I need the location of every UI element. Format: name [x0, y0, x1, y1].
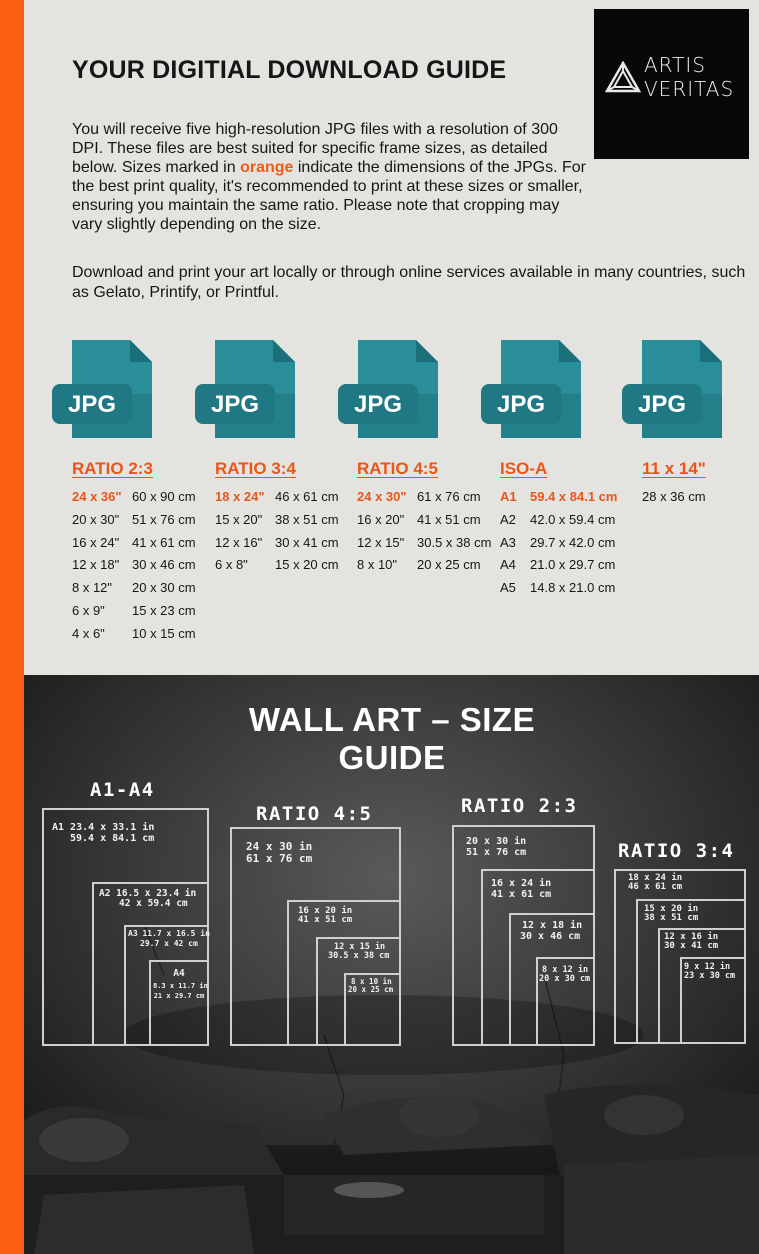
jpg-label: JPG: [67, 391, 117, 418]
group-heading: RATIO 4:5: [256, 803, 373, 825]
size-cm: 30.5 x 38 cm: [417, 534, 492, 550]
table-row: [642, 486, 706, 509]
size-table-4-5: [357, 486, 491, 577]
size-in: 8 x 10": [357, 557, 398, 573]
a4-label: A4 8.3 x 11.7 in 21 x 29.7 cm: [153, 968, 208, 1001]
label-12x15: 12 x 15 in 30.5 x 38 cm: [328, 942, 390, 961]
size-table-2-3: [72, 486, 196, 646]
size-in: 8 x 12": [72, 580, 113, 596]
accent-stripe: [0, 0, 24, 1254]
label-9x12: 9 x 12 in 23 x 30 cm: [684, 962, 736, 981]
label-16x20: 16 x 20 in 41 x 51 cm: [298, 906, 353, 926]
size-cm: 20 x 30 cm: [132, 580, 196, 596]
size-in: 18 x 24": [215, 489, 265, 504]
intro-text-start: You will receive five high-resolution JPG files with a resolution of 300 DPI. These files are best suited for specific frame sizes, as detailed below. Sizes marked in: [72, 121, 558, 176]
size-in: 24 x 36": [72, 489, 122, 504]
size-table-3-4: [215, 486, 339, 577]
table-row: [72, 532, 196, 555]
group-heading: RATIO 3:4: [618, 840, 735, 862]
wall-art-title: WALL ART – SIZE GUIDE: [248, 701, 536, 776]
table-row: [215, 532, 339, 555]
a1-label: A1 23.4 x 33.1 in 59.4 x 84.1 cm: [52, 822, 155, 844]
table-row: [215, 509, 339, 532]
table-row: [357, 554, 491, 577]
size-name: A2: [500, 511, 516, 527]
logo: [594, 9, 749, 159]
a3-label: A3 11.7 x 16.5 in 29.7 x 42 cm: [128, 929, 210, 949]
ratio-heading: ISO-A: [500, 459, 548, 478]
size-cm: 60 x 90 cm: [132, 489, 196, 504]
table-row: [500, 509, 617, 532]
size-cm: 51 x 76 cm: [132, 511, 196, 527]
label-8x10: 8 x 10 in 20 x 25 cm: [348, 977, 394, 994]
size-cm: 30 x 46 cm: [132, 557, 196, 573]
table-row: [72, 554, 196, 577]
size-in: 16 x 20": [357, 511, 405, 527]
label-24x30: 24 x 30 in 61 x 76 cm: [246, 840, 313, 865]
table-row: [500, 577, 617, 600]
size-cm: 29.7 x 42.0 cm: [530, 534, 616, 550]
size-cm: 41 x 51 cm: [417, 511, 481, 527]
size-table-11x14: [642, 486, 706, 509]
size-name: A5: [500, 580, 516, 596]
size-in: 16 x 24": [72, 534, 120, 550]
table-row: [357, 486, 491, 509]
jpg-label: JPG: [637, 391, 687, 418]
impossible-triangle-icon: [605, 61, 641, 95]
page-title: YOUR DIGITIAL DOWNLOAD GUIDE: [72, 56, 507, 84]
size-table-iso-a: [500, 486, 617, 600]
size-name: A4: [500, 557, 516, 573]
size-in: 20 x 30": [72, 511, 120, 527]
jpg-file-icon: [52, 340, 152, 440]
intro-paragraph: [72, 120, 592, 234]
download-paragraph: Download and print your art locally or through online services available in many countries, such as Gelato, Printify, or Printful.: [72, 264, 746, 301]
size-cm: 59.4 x 84.1 cm: [530, 489, 618, 504]
size-cm: 30 x 41 cm: [275, 534, 339, 550]
size-in: 15 x 20": [215, 511, 263, 527]
size-cm: 10 x 15 cm: [132, 625, 196, 641]
logo-line-2: VERITAS: [644, 77, 735, 101]
table-row: [215, 554, 339, 577]
size-cm: 38 x 51 cm: [275, 511, 339, 527]
size-in: 12 x 16": [215, 534, 263, 550]
table-row: [500, 554, 617, 577]
size-cm: 41 x 61 cm: [132, 534, 196, 550]
label-18x24: 18 x 24 in 46 x 61 cm: [628, 873, 683, 893]
size-in: 24 x 30": [357, 489, 407, 504]
table-row: [72, 509, 196, 532]
a2-label: A2 16.5 x 23.4 in 42 x 59.4 cm: [99, 888, 197, 909]
size-cm: 20 x 25 cm: [417, 557, 481, 573]
table-row: [500, 486, 617, 509]
size-in: 12 x 15": [357, 534, 405, 550]
ratio-heading: RATIO 4:5: [357, 459, 438, 478]
size-cm: 15 x 20 cm: [275, 557, 339, 573]
jpg-file-icon: [195, 340, 295, 440]
size-cm: 28 x 36 cm: [642, 489, 706, 504]
jpg-label: JPG: [496, 391, 546, 418]
size-in: 12 x 18": [72, 557, 120, 573]
table-row: [72, 486, 196, 509]
wall-art-size-guide: [24, 675, 759, 1254]
group-heading: RATIO 2:3: [461, 795, 578, 817]
logo-text: [644, 53, 734, 101]
size-cm: 21.0 x 29.7 cm: [530, 557, 616, 573]
label-12x18: 12 x 18 in 30 x 46 cm: [520, 920, 583, 942]
size-name: A3: [500, 534, 516, 550]
table-row: [500, 532, 617, 555]
size-in: 4 x 6": [72, 625, 105, 641]
size-cm: 61 x 76 cm: [417, 489, 481, 504]
table-row: [215, 486, 339, 509]
ratio-heading: RATIO 2:3: [72, 459, 153, 478]
size-cm: 46 x 61 cm: [275, 489, 339, 504]
jpg-label: JPG: [210, 391, 260, 418]
label-12x16: 12 x 16 in 30 x 41 cm: [664, 932, 719, 952]
intro-text-end: indicate the dimensions of the JPGs. For the best print quality, it's recommended to print at these sizes or smaller, ensuring you maintain the same ratio. Please note that cropping may vary slightly depending on the size.: [72, 159, 587, 233]
size-cm: 15 x 23 cm: [132, 602, 196, 618]
size-name: A1: [500, 489, 517, 504]
table-row: [72, 623, 196, 646]
size-cm: 42.0 x 59.4 cm: [530, 511, 616, 527]
group-heading: A1-A4: [90, 779, 155, 801]
jpg-file-icon: [622, 340, 722, 440]
ratio-heading: 11 x 14": [642, 459, 706, 478]
size-cm: 14.8 x 21.0 cm: [530, 580, 616, 596]
intro-orange-word: orange: [240, 159, 294, 176]
label-16x24: 16 x 24 in 41 x 61 cm: [491, 878, 552, 900]
jpg-file-icon: [338, 340, 438, 440]
label-20x30: 20 x 30 in 51 x 76 cm: [466, 836, 527, 858]
label-8x12: 8 x 12 in 20 x 30 cm: [539, 965, 591, 984]
ratio-heading: RATIO 3:4: [215, 459, 296, 478]
size-in: 6 x 9": [72, 602, 105, 618]
label-15x20: 15 x 20 in 38 x 51 cm: [644, 904, 699, 924]
table-row: [72, 600, 196, 623]
jpg-label: JPG: [353, 391, 403, 418]
table-row: [72, 577, 196, 600]
jpg-file-icon: [481, 340, 581, 440]
size-in: 6 x 8": [215, 557, 248, 573]
logo-line-1: ARTIS: [644, 53, 706, 77]
table-row: [357, 509, 491, 532]
table-row: [357, 532, 491, 555]
